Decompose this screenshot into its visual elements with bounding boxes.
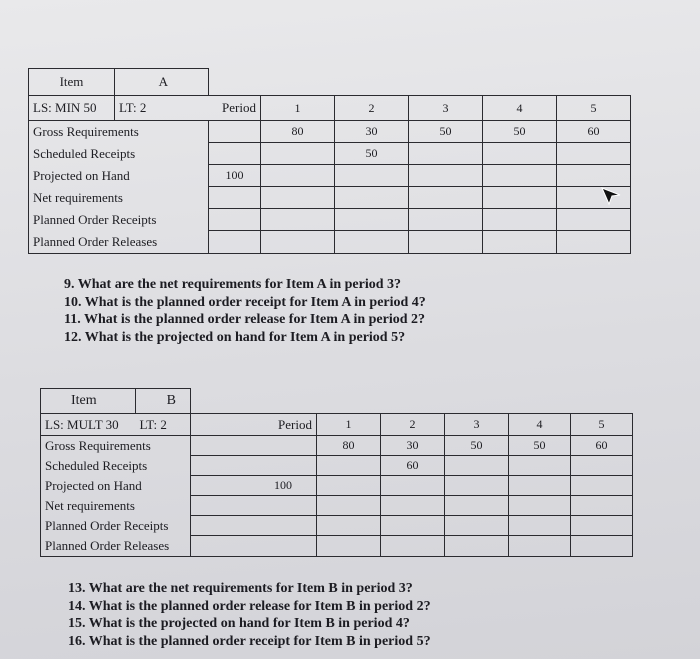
row-label: Gross Requirements: [41, 436, 191, 456]
value-cell: [409, 231, 483, 254]
value-cell: [409, 143, 483, 165]
row-label: Planned Order Releases: [29, 231, 209, 254]
period-header: 4: [483, 96, 557, 121]
question: 13. What are the net requirements for Item B in period 3?: [68, 581, 413, 596]
value-cell: [509, 536, 571, 557]
period-header: 3: [409, 96, 483, 121]
row-label: Net requirements: [41, 496, 191, 516]
value-cell: 30: [335, 121, 409, 143]
value-cell: [261, 231, 335, 254]
value-cell: [509, 456, 571, 476]
question: 12. What is the projected on hand for Item A in period 5?: [64, 329, 406, 345]
value-cell: [409, 165, 483, 187]
value-cell: [445, 476, 509, 496]
start-cell: [209, 121, 261, 143]
start-cell: [191, 436, 317, 456]
value-cell: [571, 476, 633, 496]
value-cell: [381, 476, 445, 496]
value-cell: 60: [571, 436, 633, 456]
lead-time: LT: 2: [115, 96, 209, 121]
lot-size: LS: MULT 30: [41, 414, 136, 436]
value-cell: [571, 496, 633, 516]
value-cell: [483, 165, 557, 187]
value-cell: [335, 187, 409, 209]
start-cell: [209, 209, 261, 231]
lead-time: LT: 2: [136, 414, 191, 436]
period-header: 2: [335, 96, 409, 121]
question: 14. What is the planned order release for Item B in period 2?: [68, 598, 431, 614]
mrp-table-a: [28, 68, 631, 254]
value-cell: [483, 209, 557, 231]
lot-size: LS: MIN 50: [29, 96, 115, 121]
start-cell: 100: [209, 165, 261, 187]
value-cell: [261, 187, 335, 209]
value-cell: [557, 231, 631, 254]
mouse-cursor-icon: [600, 184, 622, 206]
value-cell: [317, 476, 381, 496]
start-cell: [191, 516, 317, 536]
value-cell: [317, 536, 381, 557]
value-cell: [483, 231, 557, 254]
mrp-table-b: [40, 388, 633, 557]
value-cell: [261, 165, 335, 187]
value-cell: 50: [483, 121, 557, 143]
questions-b: [68, 580, 431, 650]
value-cell: [483, 143, 557, 165]
start-cell: [209, 143, 261, 165]
value-cell: [571, 456, 633, 476]
period-header: 1: [261, 96, 335, 121]
row-label: Net requirements: [29, 187, 209, 209]
value-cell: 50: [509, 436, 571, 456]
period-header: 1: [317, 414, 381, 436]
start-cell: [209, 187, 261, 209]
value-cell: [445, 456, 509, 476]
value-cell: 80: [317, 436, 381, 456]
value-cell: [557, 209, 631, 231]
row-label: Planned Order Receipts: [41, 516, 191, 536]
questions-a: [64, 276, 426, 346]
question: 9. What are the net requirements for Item A in period 3?: [64, 277, 402, 292]
row-label: Scheduled Receipts: [41, 456, 191, 476]
value-cell: 50: [445, 436, 509, 456]
value-cell: [409, 209, 483, 231]
period-header: 5: [557, 96, 631, 121]
value-cell: [509, 496, 571, 516]
row-label: Planned Order Receipts: [29, 209, 209, 231]
value-cell: [409, 187, 483, 209]
start-cell: [191, 456, 317, 476]
value-cell: [335, 165, 409, 187]
question: 10. What is the planned order receipt for Item A in period 4?: [64, 294, 426, 310]
value-cell: [261, 209, 335, 231]
item-label: Item: [41, 389, 136, 414]
value-cell: [381, 496, 445, 516]
question: 11. What is the planned order release for Item A in period 2?: [64, 312, 426, 327]
value-cell: [335, 209, 409, 231]
period-header: 5: [571, 414, 633, 436]
value-cell: [509, 516, 571, 536]
question: 16. What is the planned order receipt for Item B in period 5?: [68, 633, 431, 649]
value-cell: 60: [381, 456, 445, 476]
row-label: Projected on Hand: [41, 476, 191, 496]
question: 15. What is the projected on hand for Item B in period 4?: [68, 616, 410, 631]
start-cell: 100: [191, 476, 317, 496]
row-label: Scheduled Receipts: [29, 143, 209, 165]
value-cell: [509, 476, 571, 496]
value-cell: [445, 536, 509, 557]
period-header: 2: [381, 414, 445, 436]
period-header: 4: [509, 414, 571, 436]
value-cell: [317, 516, 381, 536]
value-cell: [317, 456, 381, 476]
value-cell: [335, 231, 409, 254]
start-cell: [191, 496, 317, 516]
start-cell: [191, 536, 317, 557]
item-value: A: [115, 69, 209, 96]
value-cell: [557, 143, 631, 165]
value-cell: [445, 496, 509, 516]
value-cell: 80: [261, 121, 335, 143]
value-cell: 50: [409, 121, 483, 143]
row-label: Projected on Hand: [29, 165, 209, 187]
value-cell: [571, 516, 633, 536]
period-label: Period: [191, 414, 317, 436]
value-cell: [571, 536, 633, 557]
value-cell: [445, 516, 509, 536]
item-value: B: [136, 389, 191, 414]
item-label: Item: [29, 69, 115, 96]
row-label: Gross Requirements: [29, 121, 209, 143]
period-header: 3: [445, 414, 509, 436]
value-cell: 60: [557, 121, 631, 143]
value-cell: [483, 187, 557, 209]
value-cell: [261, 143, 335, 165]
value-cell: [317, 496, 381, 516]
start-cell: [209, 231, 261, 254]
value-cell: 30: [381, 436, 445, 456]
value-cell: 50: [335, 143, 409, 165]
value-cell: [381, 516, 445, 536]
row-label: Planned Order Releases: [41, 536, 191, 557]
period-label: Period: [209, 96, 261, 121]
value-cell: [381, 536, 445, 557]
